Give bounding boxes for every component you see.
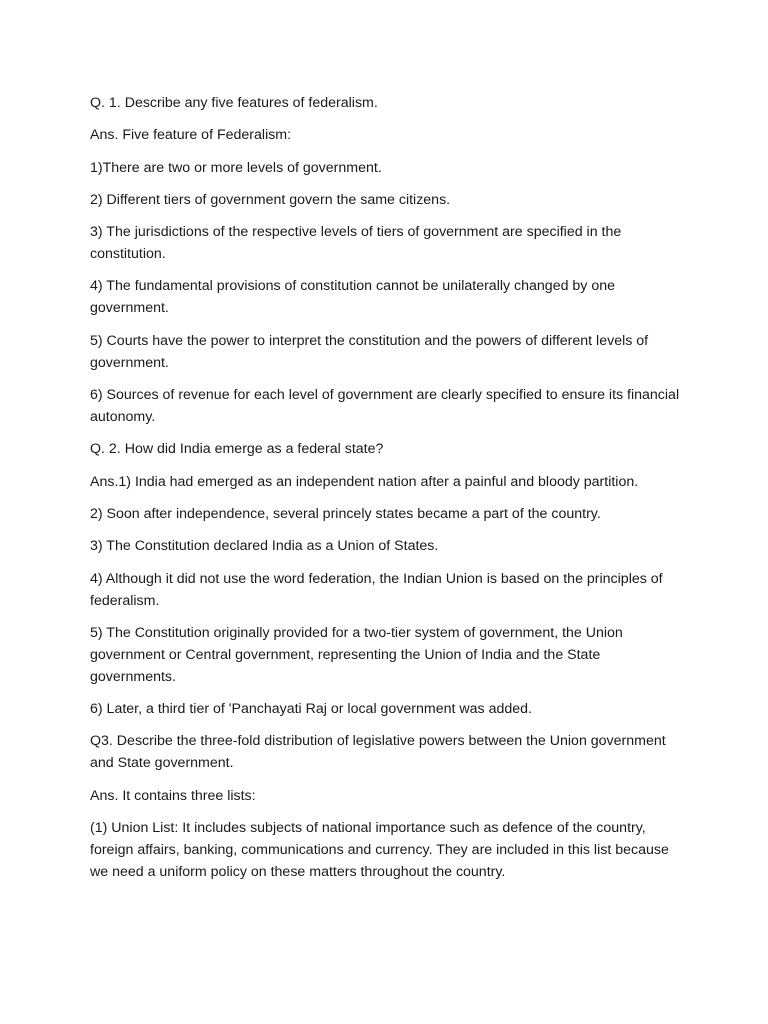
answer-2-point-4: 4) Although it did not use the word federation, the Indian Union is based on the principles of federalism. xyxy=(90,570,663,609)
document-page xyxy=(90,92,682,893)
answer-2-point-6: 6) Later, a third tier of 'Panchayati Raj or local government was added. xyxy=(90,701,532,718)
question-2: Q. 2. How did India emerge as a federal state? xyxy=(90,441,384,458)
answer-2-point-1: Ans.1) India had emerged as an independent nation after a painful and bloody partition. xyxy=(90,473,639,490)
answer-1-point-4: 4) The fundamental provisions of constitution cannot be unilaterally changed by one government. xyxy=(90,278,616,317)
answer-2-point-5: 5) The Constitution originally provided for a two-tier system of government, the Union government or Central government, representing the Union of India and the State governments. xyxy=(90,624,623,685)
answer-2-point-2: 2) Soon after independence, several princely states became a part of the country. xyxy=(90,505,601,522)
answer-1-point-6: 6) Sources of revenue for each level of government are clearly specified to ensure its financial autonomy. xyxy=(90,387,680,426)
answer-1-point-5: 5) Courts have the power to interpret the constitution and the powers of different levels of government. xyxy=(90,332,649,371)
answer-1-point-1: 1)There are two or more levels of government. xyxy=(90,159,382,176)
answer-1-point-3: 3) The jurisdictions of the respective levels of tiers of government are specified in the constitution. xyxy=(90,224,622,263)
question-3: Q3. Describe the three-fold distribution of legislative powers between the Union government and State government. xyxy=(90,733,666,772)
question-1: Q. 1. Describe any five features of federalism. xyxy=(90,95,378,111)
answer-2-point-3: 3) The Constitution declared India as a Union of States. xyxy=(90,538,439,555)
answer-3-intro: Ans. It contains three lists: xyxy=(90,787,256,804)
answer-1-point-2: 2) Different tiers of government govern the same citizens. xyxy=(90,191,451,208)
answer-3-union-list: (1) Union List: It includes subjects of national importance such as defence of the country, foreign affairs, banking, communications and currency. They are included in this list because we need a uniform policy on these matters throughout the country. xyxy=(90,820,669,881)
answer-1-intro: Ans. Five feature of Federalism: xyxy=(90,127,292,144)
